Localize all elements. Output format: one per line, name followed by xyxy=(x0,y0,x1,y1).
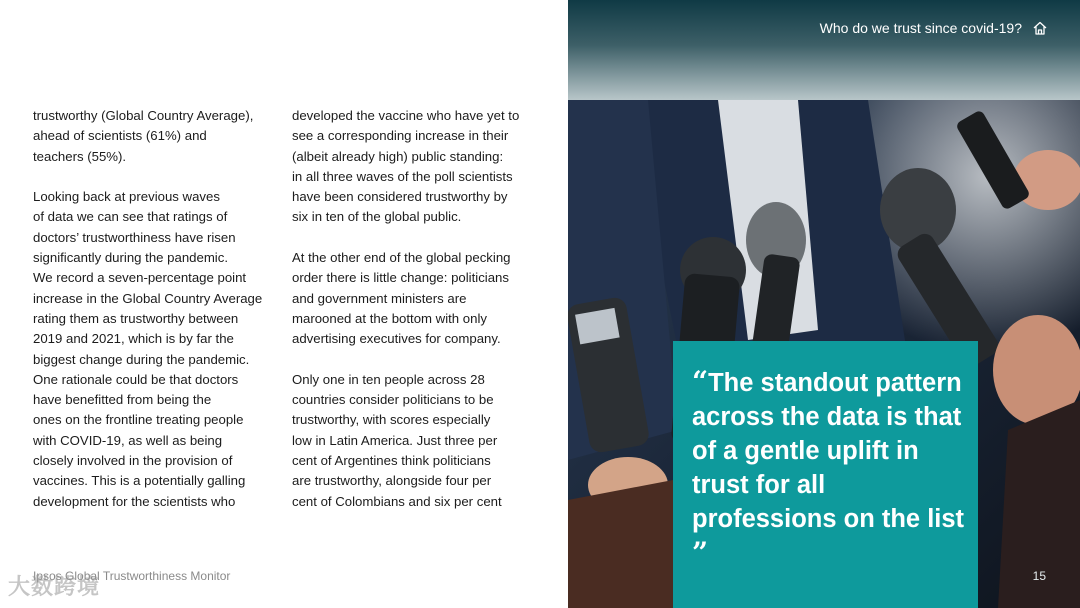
header-band xyxy=(568,0,1080,100)
footer-source: Ipsos Global Trustworthiness Monitor xyxy=(33,569,231,583)
pull-quote-text: The standout pattern across the data is that of a gentle uplift in trust for all professions on the list xyxy=(692,369,965,533)
pull-quote xyxy=(692,365,972,571)
paragraph: developed the vaccine who have yet to see a corresponding increase in their (albeit already high) public standing: in all three waves of the poll scientists have been considered trustworthy by six in ten of the global public. xyxy=(292,108,520,225)
text-column-2 xyxy=(292,106,542,532)
open-quote-icon: “ xyxy=(692,365,709,398)
paragraph: At the other end of the global pecking order there is little change: politicians and government ministers are marooned at the bottom with only advertising executives for company. xyxy=(292,250,511,347)
home-icon[interactable] xyxy=(1032,20,1048,36)
pull-quote-box xyxy=(673,341,978,608)
close-quote-icon: ” xyxy=(692,536,709,569)
page-number: 15 xyxy=(1032,569,1046,583)
text-column-1 xyxy=(33,106,278,532)
paragraph: trustworthy (Global Country Average), ahead of scientists (61%) and teachers (55%). xyxy=(33,108,254,164)
paragraph: Only one in ten people across 28 countries consider politicians to be trustworthy, with scores especially low in Latin America. Just three per cent of Argentines think politicians are trustworthy, alongside four per cent of Colombians and six per cent xyxy=(292,371,502,509)
right-page xyxy=(568,0,1080,608)
watermark-logo: 大数跨境 xyxy=(8,574,101,599)
header-title: Who do we trust since covid-19? xyxy=(819,20,1022,36)
paragraph: Looking back at previous waves of data we can see that ratings of doctors’ trustworthiness have risen significantly during the pandemic. We record a seven-percentage point increase in the Global Country Average rating them as trustworthy between 2019 and 2021, which is by far the biggest change during the pandemic. One rationale could be that doctors have benefitted from being the ones on the frontline treating people with COVID-19, as well as being closely involved in the provision of vaccines. This is a potentially galling development for the scientists who xyxy=(33,189,263,509)
